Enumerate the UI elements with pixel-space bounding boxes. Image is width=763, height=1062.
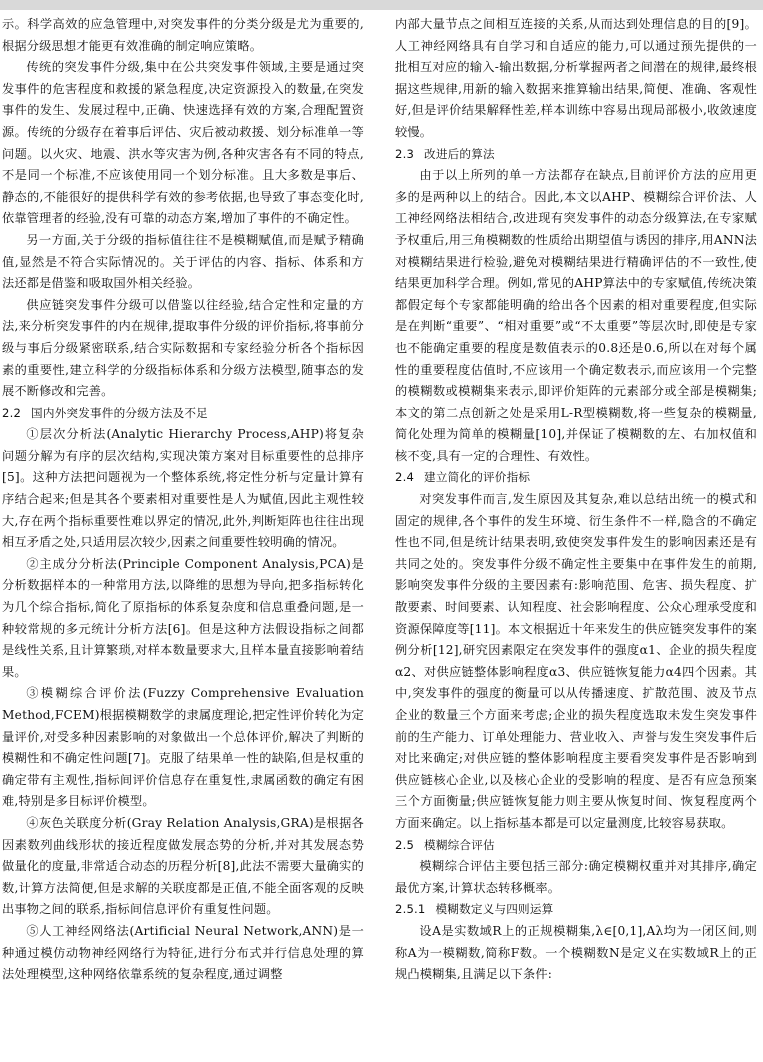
section-title: 模糊数定义与四则运算 <box>435 902 554 917</box>
right-section-heading <box>395 835 757 857</box>
right-paragraph: 内部大量节点之间相互连接的关系,从而达到处理信息的目的[9]。人工神经网络具有自学习和自适应的能力,可以通过预先提供的一批相互对应的输入-输出数据,分析掌握两者之间潜在的规律,最终根据这些规律,用新的输入数据来推算输出结果,简便、准确、客观性好,但是评价结果解释性差,样本训练中容易出现局部极小,收敛速度较慢。 <box>395 17 757 139</box>
page-top-edge <box>0 0 763 10</box>
right-paragraph: 模糊综合评估主要包括三部分:确定模糊权重并对其排序,确定最优方案,计算状态转移概率。 <box>395 859 757 895</box>
right-section-heading <box>395 899 757 921</box>
right-section-heading <box>395 144 757 166</box>
section-number: 2.5.1 <box>395 902 426 917</box>
section-number: 2.3 <box>395 146 415 161</box>
left-paragraph: ③模糊综合评价法(Fuzzy Comprehensive Evaluation Method,FCEM)根据模糊数学的隶属度理论,把定性评价转化为定量评价,对受多种因素影响的对象做出一个总体评价,解决了判断的模糊性和不确定性问题[7]。克服了结果单一性的缺陷,但是权重的确定带有主观性,指标间评价信息存在重复性,隶属函数的确定有困难,特别是多目标评价模型。 <box>2 686 364 809</box>
left-paragraph: 示。科学高效的应急管理中,对突发事件的分类分级是尤为重要的,根据分级思想才能更有效准确的制定响应策略。 <box>2 17 364 53</box>
left-paragraph: ①层次分析法(Analytic Hierarchy Process,AHP)将复杂问题分解为有序的层次结构,实现决策方案对目标重要性的总排序[5]。这种方法把问题视为一个整体系统,将定性分析与定量计算有序结合起来;但是其各个要素相对重要性是人为赋值,因此主观性较大,存在两个指标重要性难以界定的情况,此外,判断矩阵也往往出现相互矛盾之处,只适用层次较少,因素之间重要性较明确的情况。 <box>2 427 364 550</box>
right-section-heading <box>395 467 757 489</box>
left-paragraph: ④灰色关联度分析(Gray Relation Analysis,GRA)是根据各因素数列曲线形状的接近程度做发展态势的分析,并对其发展态势做量化的度量,非常适合动态的历程分析[8],此法不需要大量确实的数,计算方法简便,但是求解的关联度都是正值,不能全面客观的反映出事物之间的联系,指标间信息评价有重复性问题。 <box>2 815 364 917</box>
left-section-heading <box>2 403 364 425</box>
left-paragraph: 供应链突发事件分级可以借鉴以往经验,结合定性和定量的方法,来分析突发事件的内在规律,提取事件分级的评价指标,将事前分级与事后分级紧密联系,结合实际数据和专家经验分析各个指标因素的重要性,建立科学的分级指标体系和分级方法模型,随事态的发展不断修改和完善。 <box>2 297 364 399</box>
section-number: 2.4 <box>395 470 415 485</box>
section-title: 模糊综合评估 <box>424 837 495 852</box>
left-paragraph: 另一方面,关于分级的指标值往往不是模糊赋值,而是赋予精确值,显然是不符合实际情况的。关于评估的内容、指标、体系和方法还都是借鉴和吸取国外相关经验。 <box>2 232 364 291</box>
right-paragraph: 对突发事件而言,发生原因及其复杂,难以总结出统一的模式和固定的规律,各个事件的发生环境、衍生条件不一样,隐含的不确定性也不同,但是统计结果表明,致使突发事件发生的影响因素还是有共同之处的。突发事件分级不确定性主要集中在事件发生的前期,影响突发事件分级的主要因素有:影响范围、危害、损失程度、扩散要素、时间要素、认知程度、社会影响程度、公众心理承受度和资源保障度等[11]。本文根据近十年来发生的供应链突发事件的案例分析[12],研究因素限定在突发事件的强度α1、企业的损失程度α2、对供应链整体影响程度α3、供应链恢复能力α4四个因素。其中,突发事件的强度的衡量可以从传播速度、扩散范围、波及节点企业的数量三个方面来考虑;企业的损失程度选取未发生突发事件前的生产能力、订单处理能力、营业收入、声誉与发生突发事件后对比来确定;对供应链的整体影响程度主要看突发事件是否影响到供应链核心企业,以及核心企业的受影响的程度、是否有应急预案三个方面衡量;供应链恢复能力则主要从恢复时间、恢复程度两个方面来确定。以上指标基本都是可以定量测度,比较容易获取。 <box>395 492 757 830</box>
right-paragraph: 由于以上所列的单一方法都存在缺点,目前评价方法的应用更多的是两种以上的结合。因此,本文以AHP、模糊综合评价法、人工神经网络法相结合,改进现有突发事件的动态分级算法,在专家赋予权重后,用三角模糊数的性质给出期望值与诱因的排序,用ANN法对模糊结果进行检验,避免对模糊结果进行精确评估的不一致性,使结果更加科学合理。例如,常见的AHP算法中的专家赋值,传统决策都假定每个专家都能明确的给出各个因素的相对重要程度,但实际是在判断“重要”、“相对重要”或“不太重要”等层次时,即使是专家也不能确定重要的程度是数值表示的0.8还是0.6,所以在对每个属性的重要程度估值时,不应该用一个确定数表示,而应该用一个完整的模糊数或模糊集来表示,即评价矩阵的元素部分或全部是模糊集;本文的第二点创新之处是采用L-R型模糊数,将一些复杂的模糊量,简化处理为简单的模糊量[10],并保证了模糊数的左、右加权值和核不变,具有一定的合理性、有效性。 <box>395 168 757 463</box>
left-paragraph: 传统的突发事件分级,集中在公共突发事件领域,主要是通过突发事件的危害程度和救援的紧急程度,决定资源投入的数量,在突发事件的发生、发展过程中,正确、快速选择有效的方案,合理配置资源。传统的分级存在着事后评估、灾后被动救援、划分标准单一等问题。以火灾、地震、洪水等灾害为例,各种灾害各有不同的特点,不是同一个标准,不应该使用同一个划分标准。且大多数是事后、静态的,不能很好的提供科学有效的参考依据,也导致了事态变化时,依靠管理者的经验,没有可靠的动态方案,增加了事件的不确定性。 <box>2 60 364 226</box>
section-title: 改进后的算法 <box>424 146 495 161</box>
left-paragraph: ②主成分分析法(Principle Component Analysis,PCA)是分析数据样本的一种常用方法,以降维的思想为导向,把多指标转化为几个综合指标,简化了原指标的体系复杂度和信息重叠问题,是一种较常规的多元统计分析方法[6]。但是这种方法假设指标之间都是线性关系,且计算繁琐,对样本数量要求大,且样本量直接影响着结果。 <box>2 556 364 679</box>
section-title: 国内外突发事件的分级方法及不足 <box>31 405 208 420</box>
right-paragraph: 设A是实数域R上的正规模糊集,λ∈[0,1],Aλ均为一闭区间,则称A为一模糊数,简称F数。一个模糊数N是定义在实数域R上的正规凸模糊集,且满足以下条件: <box>395 923 757 982</box>
left-column <box>2 14 364 986</box>
right-column <box>395 14 757 986</box>
section-number: 2.5 <box>395 837 415 852</box>
left-paragraph: ⑤人工神经网络法(Artificial Neural Network,ANN)是一种通过模仿动物神经网络行为特征,进行分布式并行信息处理的算法处理模型,这种网络依靠系统的复杂程度,通过调整 <box>2 923 364 982</box>
section-number: 2.2 <box>2 405 22 420</box>
section-title: 建立简化的评价指标 <box>424 470 531 485</box>
